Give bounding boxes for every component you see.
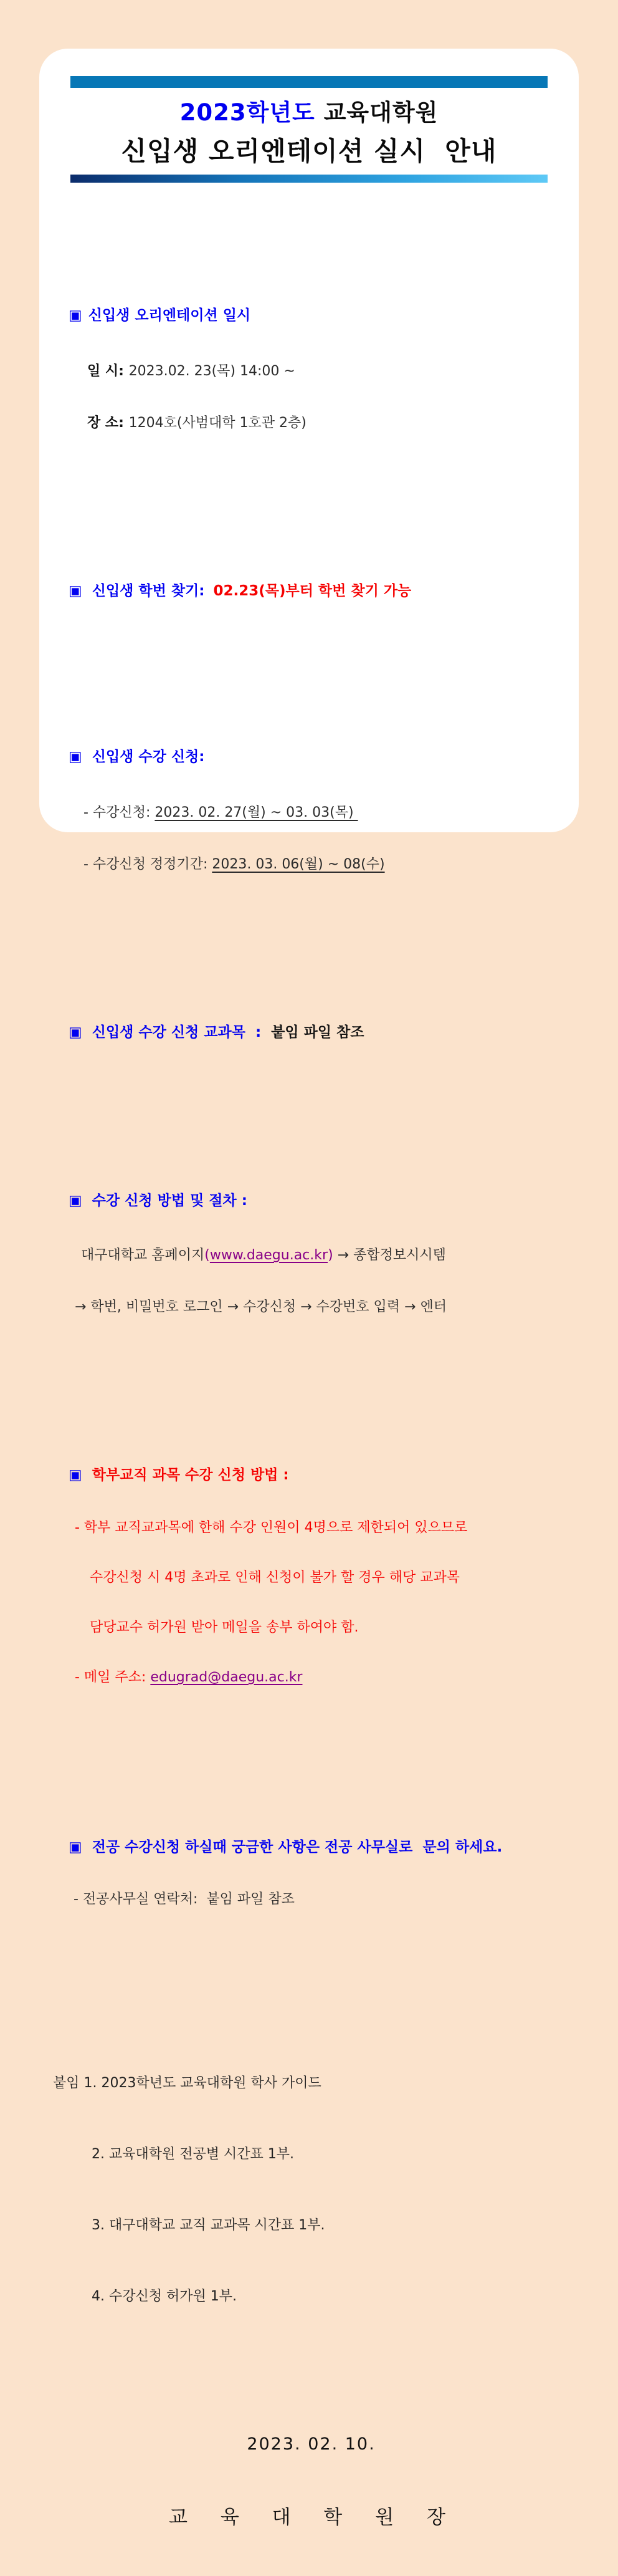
teaching-course-heading-text: 학부교직 과목 수강 신청 방법 : <box>92 1467 289 1483</box>
teaching-course-line3: 담당교수 허가원 받아 메일을 송부 하여야 함. <box>90 1620 359 1635</box>
attachments-label: 붙임 <box>53 2075 84 2091</box>
section-orientation-heading-text: 신입생 오리엔테이션 일시 <box>88 307 251 324</box>
notice-title-line1 <box>39 94 579 127</box>
mail-label: - 메일 주소: <box>75 1670 151 1685</box>
course-list-value: 붙임 파일 참조 <box>271 1024 364 1040</box>
section-inquiry-heading <box>69 1838 554 1857</box>
teaching-course-line1: - 학부 교직교과목에 한해 수강 인원이 4명으로 제한되어 있으므로 <box>75 1520 468 1536</box>
section-orientation <box>69 275 554 464</box>
course-list-heading-text: 신입생 수강 신청 교과목 : <box>92 1024 262 1040</box>
registration-correction-row <box>69 854 554 875</box>
link-paren-open: ( <box>204 1247 210 1263</box>
square-bullet-icon: ▣ <box>69 1193 82 1209</box>
attachment-row-3: 3. 대구대학교 교직 교과목 시간표 1부. <box>92 2218 325 2233</box>
howto-line1 <box>69 1245 554 1266</box>
attachment-row-2: 2. 교육대학원 전공별 시간표 1부. <box>92 2146 294 2162</box>
section-inquiry <box>69 1807 554 1941</box>
attachments-list <box>53 2024 554 2356</box>
square-bullet-icon: ▣ <box>69 1024 82 1040</box>
title-gradient-bar <box>70 175 548 183</box>
square-bullet-icon: ▣ <box>69 583 82 599</box>
datetime-value: 2023.02. 23(목) 14:00 ~ <box>128 363 295 379</box>
link-paren-close: ) <box>328 1247 333 1263</box>
section-course-list <box>69 992 554 1073</box>
howto-line1-post: → 종합정보시시템 <box>333 1247 446 1263</box>
registration-correction-value: 2023. 03. 06(월) ~ 08(수) <box>212 857 385 872</box>
section-student-id-heading <box>69 582 554 600</box>
inquiry-heading-text: 전공 수강신청 하실때 궁금한 사항은 전공 사무실로 문의 하세요. <box>92 1839 503 1855</box>
title-top-bar <box>70 76 548 88</box>
attachment-item: 1. 2023학년도 교육대학원 학사 가이드 <box>83 2075 321 2091</box>
howto-line2: → 학번, 비밀번호 로그인 → 수강신청 → 수강번호 입력 → 엔터 <box>75 1299 447 1315</box>
notice-body <box>39 183 579 2576</box>
place-label: 장 소: <box>87 415 129 431</box>
place-value: 1204호(사범대학 1호관 2층) <box>128 415 307 431</box>
notice-card <box>39 49 579 2529</box>
howto-heading-text: 수강 신청 방법 및 절차 : <box>92 1193 247 1209</box>
section-orientation-heading <box>69 306 554 325</box>
edugrad-email-link[interactable]: edugrad@daegu.ac.kr <box>150 1670 303 1685</box>
section-teaching-course-heading <box>69 1466 554 1484</box>
registration-correction-label: - 수강신청 정정기간: <box>83 857 212 872</box>
section-registration <box>69 716 554 906</box>
daegu-website-link[interactable]: www.daegu.ac.kr <box>209 1247 328 1263</box>
section-howto <box>69 1160 554 1348</box>
datetime-label: 일 시: <box>87 363 129 379</box>
section-registration-heading <box>69 747 554 766</box>
dean-signature: 교 육 대 학 원 장 <box>169 2506 454 2529</box>
teaching-course-line2: 수강신청 시 4명 초과로 인해 신청이 불가 할 경우 해당 교과목 <box>90 1570 460 1585</box>
square-bullet-icon: ▣ <box>69 1839 82 1855</box>
registration-period-label: - 수강신청: <box>83 805 155 820</box>
title-year: 2023학년도 <box>179 99 315 126</box>
orientation-datetime-row <box>69 361 554 382</box>
student-id-value: 02.23(목)부터 학번 찾기 가능 <box>213 583 412 599</box>
section-course-list-heading <box>69 1023 554 1042</box>
issue-date: 2023. 02. 10. <box>247 2434 376 2454</box>
howto-line1-pre: 대구대학교 홈페이지 <box>81 1247 205 1263</box>
orientation-place-row <box>69 413 554 433</box>
student-id-heading-text: 신입생 학번 찾기: <box>92 583 205 599</box>
notice-title-line2: 신입생 오리엔테이션 실시 안내 <box>121 136 497 166</box>
square-bullet-icon: ▣ <box>69 749 82 765</box>
attachment-row-4: 4. 수강신청 허가원 1부. <box>92 2289 237 2304</box>
square-bullet-icon: ▣ <box>69 1467 82 1483</box>
title-org: 교육대학원 <box>315 99 439 126</box>
teaching-course-mail-row <box>69 1668 554 1687</box>
registration-period-row <box>69 802 554 823</box>
square-bullet-icon: ▣ <box>69 307 82 324</box>
attachment-row-1 <box>53 2072 554 2095</box>
registration-period-value: 2023. 02. 27(월) ~ 03. 03(목) <box>154 805 358 820</box>
section-student-id <box>69 550 554 632</box>
inquiry-contact-line: - 전공사무실 연락처: 붙임 파일 참조 <box>74 1891 295 1907</box>
section-howto-heading <box>69 1191 554 1210</box>
registration-heading-text: 신입생 수강 신청: <box>92 749 205 765</box>
section-teaching-course <box>69 1435 554 1718</box>
